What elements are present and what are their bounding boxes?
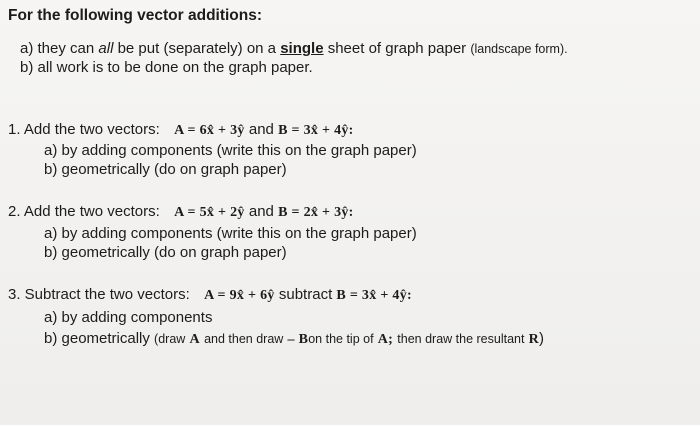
q3-b-small1: (draw [154, 332, 186, 346]
q1-vector-a: A = 6x̂ + 3ŷ [174, 123, 245, 138]
intro-a-suffix: sheet of graph paper [327, 40, 467, 57]
q1-part-b: b) geometrically (do on graph paper) [44, 161, 287, 178]
q2-vector-a: A = 5x̂ + 2ŷ [174, 205, 245, 220]
q2-vector-b: B = 2x̂ + 3ŷ: [278, 205, 354, 220]
q1-lead: 1. Add the two vectors: [8, 121, 160, 138]
q1-and: and [248, 121, 274, 138]
intro-line-a [20, 40, 568, 58]
intro-a-all: all [98, 40, 114, 57]
intro-a-single: single [280, 40, 324, 57]
question-1 [8, 121, 354, 140]
intro-line-b: b) all work is to be done on the graph paper. [20, 59, 313, 76]
q2-and: and [248, 203, 274, 220]
question-2 [8, 203, 354, 222]
q2-part-a: a) by adding components (write this on the graph paper) [44, 225, 417, 242]
q3-b-small4: then draw the resultant [397, 332, 525, 346]
q3-b-vector-a: A [189, 332, 200, 347]
q3-lead: 3. Subtract the two vectors: [8, 286, 190, 303]
q3-b-small2: and then draw [204, 332, 284, 346]
intro-a-prefix: a) they can [20, 40, 95, 57]
q2-part-b: b) geometrically (do on graph paper) [44, 244, 287, 261]
q3-b-close: ) [539, 330, 545, 347]
q3-b-vector-a2: A; [377, 332, 394, 347]
intro-a-small: (landscape form). [470, 42, 568, 56]
q3-part-a: a) by adding components [44, 309, 213, 326]
page-title: For the following vector additions: [8, 7, 263, 24]
q3-part-b [44, 330, 544, 349]
q3-b-prefix: b) geometrically [44, 330, 150, 347]
q3-vector-b: B = 3x̂ + 4ŷ: [336, 288, 412, 303]
q3-b-resultant: R [528, 332, 540, 347]
q1-vector-b: B = 3x̂ + 4ŷ: [278, 123, 354, 138]
q3-subtract: subtract [278, 286, 333, 303]
intro-a-mid: be put (separately) on a [117, 40, 277, 57]
q3-vector-a: A = 9x̂ + 6ŷ [204, 288, 275, 303]
q1-part-a: a) by adding components (write this on the graph paper) [44, 142, 417, 159]
q3-b-neg-b: – B [287, 332, 309, 347]
question-3 [8, 286, 412, 305]
q3-b-small3: on the tip of [308, 332, 374, 346]
q2-lead: 2. Add the two vectors: [8, 203, 160, 220]
